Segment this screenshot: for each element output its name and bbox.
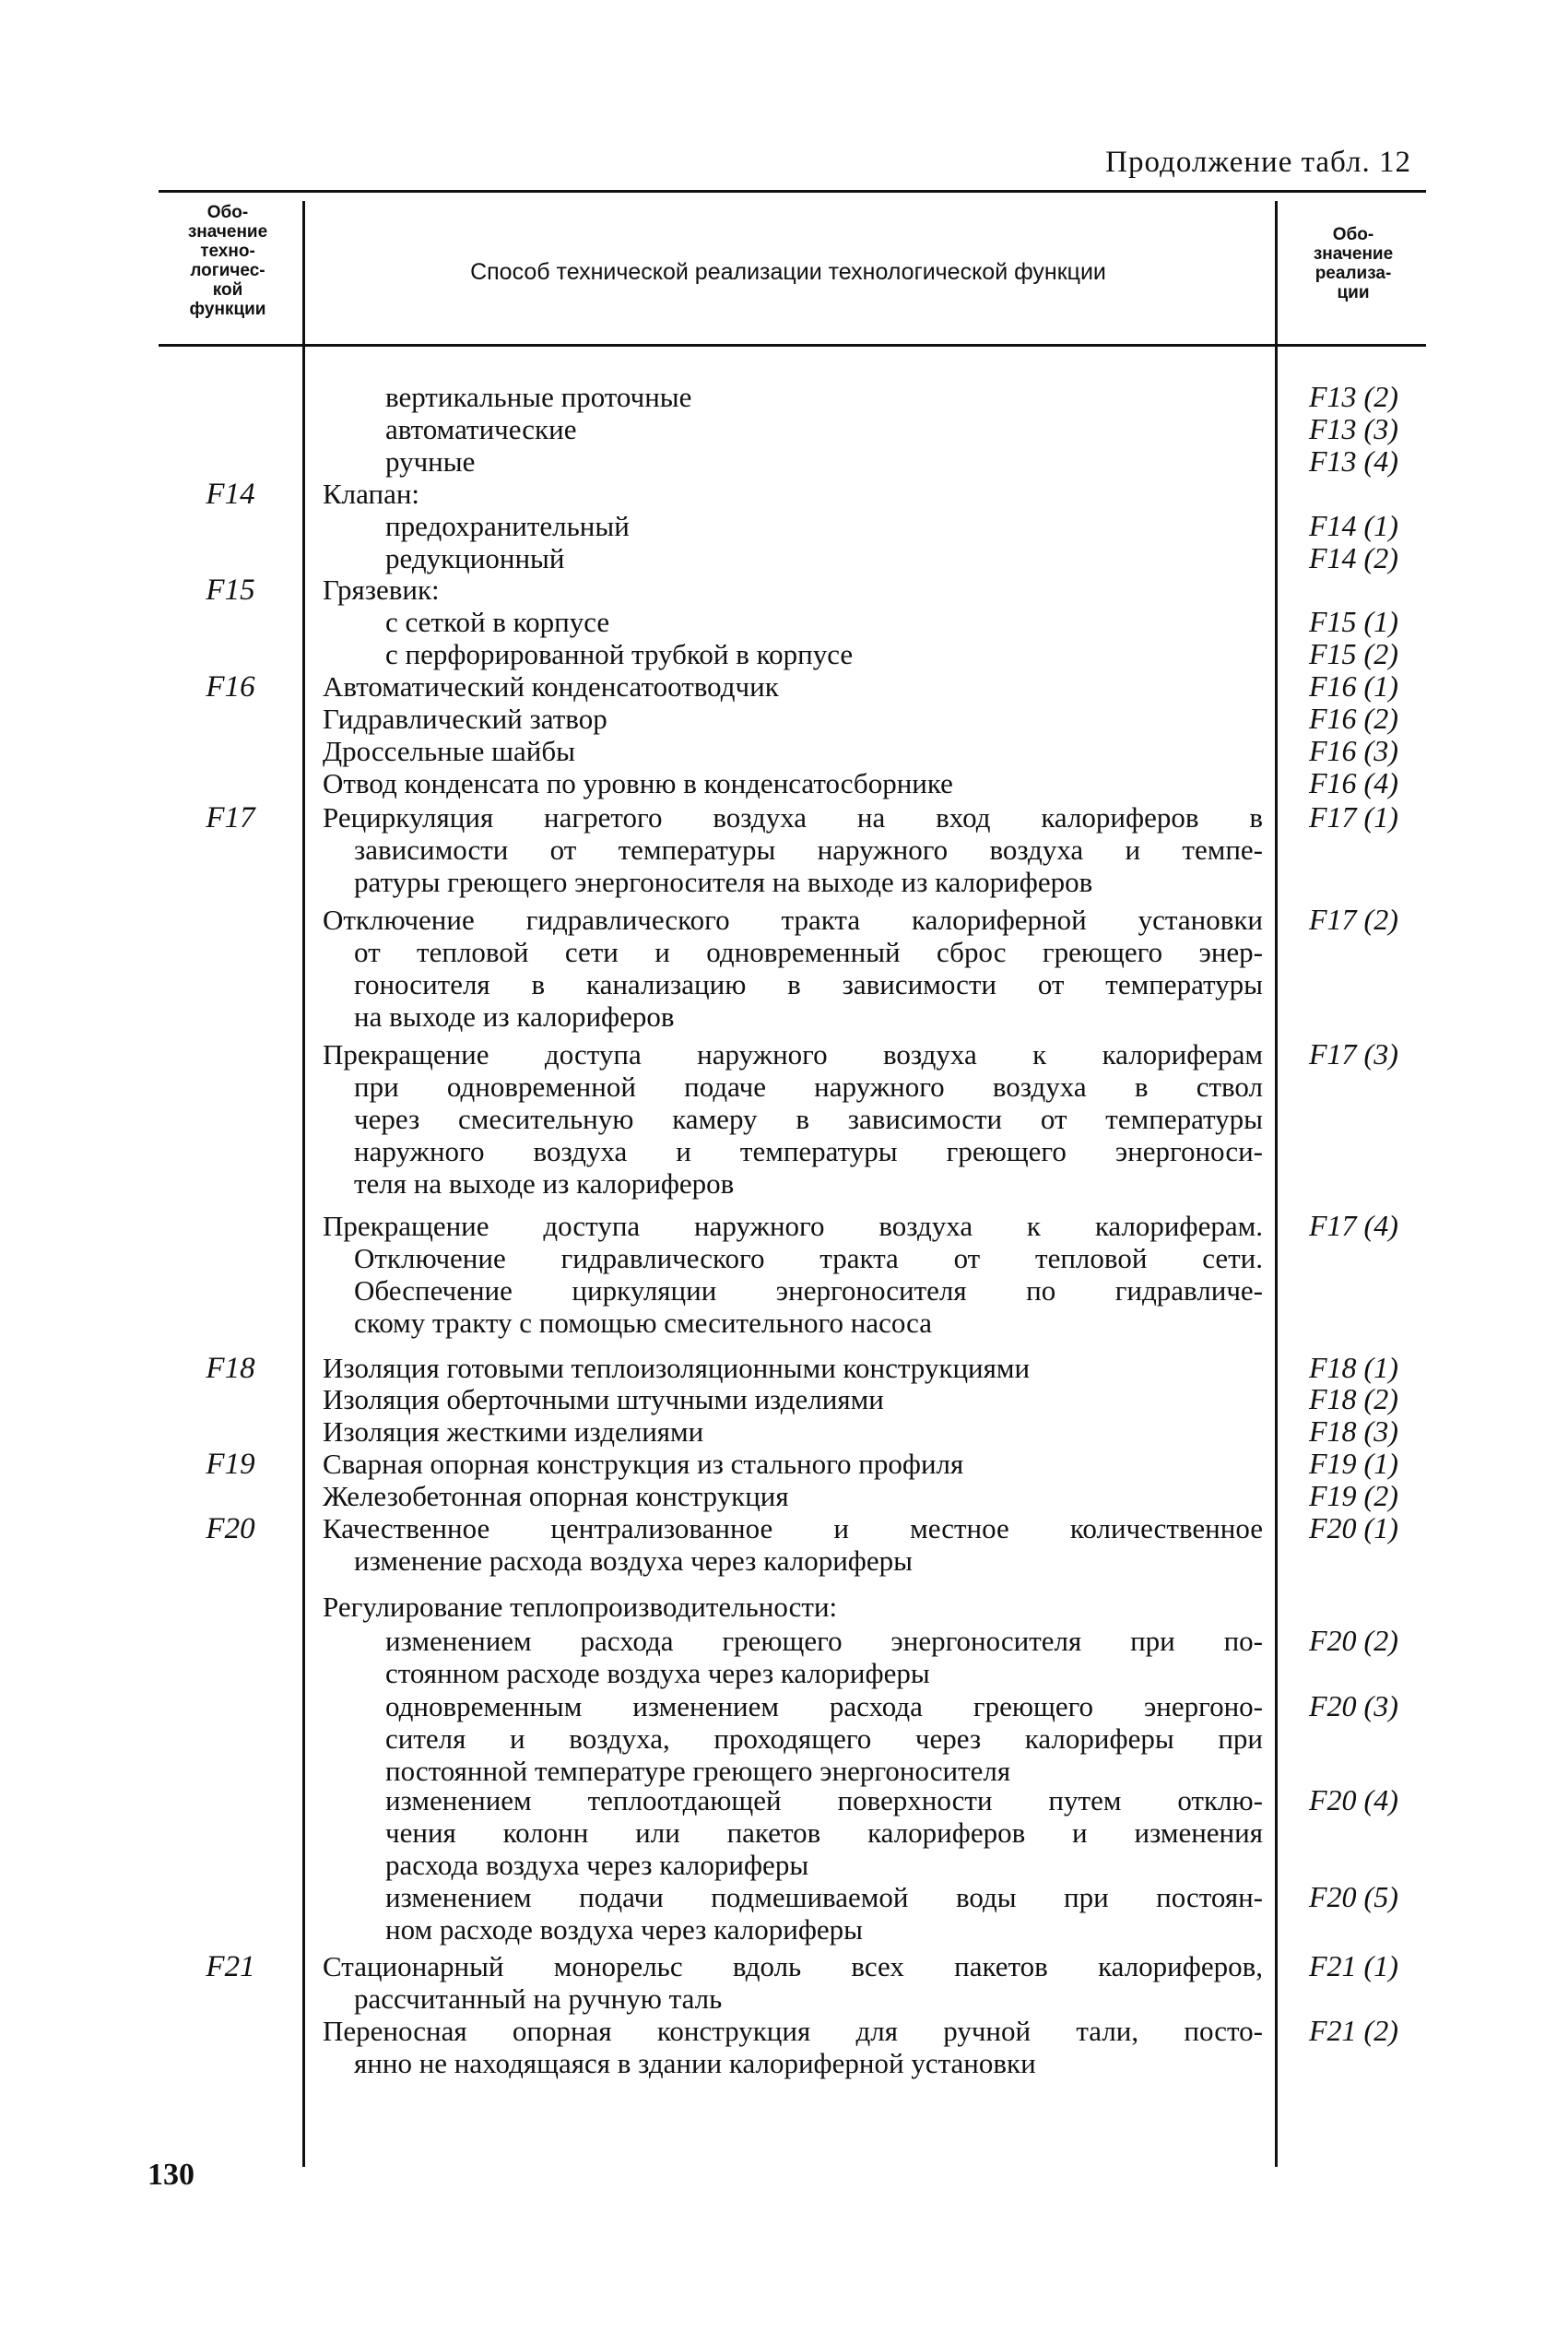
method-description (385, 1690, 1263, 1787)
method-description (323, 1383, 1263, 1415)
description-line: наружного воздуха и температуры греющего энергоноси- (354, 1135, 1263, 1167)
description-line: Стационарный монорельс вдоль всех пакетов калориферов, (323, 1950, 1263, 1982)
function-code: F18 (206, 1352, 255, 1385)
description-line: теля на выходе из калориферов (354, 1167, 735, 1200)
realization-code: F20 (4) (1309, 1783, 1398, 1816)
description-line: вертикальные проточные (385, 381, 692, 413)
description-line: изменением теплоотдающей поверхности путем отклю- (385, 1784, 1263, 1816)
method-description (323, 670, 1263, 703)
method-description (323, 2015, 1263, 2079)
description-line: Качественное централизованное и местное количественное (323, 1512, 1263, 1544)
method-description (323, 1210, 1263, 1339)
description-line: Прекращение доступа наружного воздуха к калориферам. (323, 1210, 1263, 1242)
description-line: стоянном расходе воздуха через калориферы (385, 1657, 930, 1689)
description-line: ручные (385, 445, 476, 478)
realization-code: F14 (2) (1309, 541, 1398, 574)
description-line: рассчитанный на ручную таль (354, 1982, 723, 2015)
description-line: Отключение гидравлического тракта от тепловой сети. (354, 1242, 1263, 1274)
realization-code: F20 (3) (1309, 1689, 1398, 1722)
method-description (385, 638, 1263, 670)
realization-code: F20 (1) (1309, 1511, 1398, 1544)
realization-code: F16 (1) (1309, 669, 1398, 703)
description-line: автоматические (385, 413, 577, 445)
header-bottom-rule (159, 344, 1426, 347)
description-line: гоносителя в канализацию в зависимости от температуры (354, 968, 1263, 1000)
table-caption: Продолжение табл. 12 (1105, 146, 1411, 179)
realization-code: F14 (1) (1309, 509, 1398, 542)
description-line: на выходе из калориферов (354, 1000, 675, 1033)
column-divider-left (302, 201, 305, 2167)
description-line: с сеткой в корпусе (385, 606, 610, 638)
description-line: Сварная опорная конструкция из стального профиля (323, 1448, 964, 1480)
realization-code: F21 (1) (1309, 1949, 1398, 1982)
method-description (385, 1784, 1263, 1881)
realization-code: F20 (2) (1309, 1624, 1398, 1657)
description-line: зависимости от температуры наружного воздуха и темпе- (354, 834, 1263, 866)
description-line: Автоматический конденсатоотводчик (323, 670, 779, 703)
method-description (323, 574, 1263, 606)
realization-code: F18 (2) (1309, 1382, 1398, 1415)
description-line: Железобетонная опорная конструкция (323, 1480, 789, 1512)
function-code: F20 (206, 1512, 255, 1545)
realization-code: F16 (3) (1309, 734, 1398, 767)
method-description (385, 445, 1263, 478)
realization-code: F13 (4) (1309, 444, 1398, 478)
description-line: янно не находящаяся в здании калориферной установки (354, 2047, 1036, 2079)
description-line: изменение расхода воздуха через калориферы (354, 1544, 913, 1577)
description-line: Изоляция жесткими изделиями (323, 1415, 704, 1448)
description-line: ратуры греющего энергоносителя на выходе из калориферов (354, 866, 1093, 898)
realization-code: F18 (3) (1309, 1414, 1398, 1448)
method-description (323, 1512, 1263, 1577)
description-line: Обеспечение циркуляции энергоносителя по гидравличе- (354, 1274, 1263, 1307)
method-description (323, 801, 1263, 898)
method-description (385, 381, 1263, 413)
description-line: расхода воздуха через калориферы (385, 1849, 809, 1881)
function-code: F16 (206, 670, 255, 704)
description-line: постоянной температуре греющего энергоносителя (385, 1755, 1011, 1787)
method-description (323, 1480, 1263, 1512)
realization-code: F19 (2) (1309, 1479, 1398, 1512)
description-line: Прекращение доступа наружного воздуха к калориферам (323, 1038, 1263, 1071)
header-function-code: Обо- значение техно- логичес- кой функции (187, 203, 268, 319)
realization-code: F19 (1) (1309, 1447, 1398, 1480)
method-description (385, 413, 1263, 445)
realization-code: F17 (4) (1309, 1209, 1398, 1242)
column-divider-right (1275, 201, 1278, 2167)
realization-code: F13 (2) (1309, 380, 1398, 413)
method-description (323, 904, 1263, 1033)
description-line: Отвод конденсата по уровню в конденсатосборнике (323, 767, 953, 799)
table-top-rule (159, 190, 1426, 193)
method-description (323, 1448, 1263, 1480)
description-line: Гидравлический затвор (323, 703, 607, 735)
page-number: 130 (147, 2158, 195, 2192)
method-description (323, 1591, 1263, 1623)
realization-code: F16 (2) (1309, 702, 1398, 735)
description-line: Изоляция готовыми теплоизоляционными конструкциями (323, 1352, 1031, 1384)
method-description (323, 703, 1263, 735)
function-code: F21 (206, 1950, 255, 1983)
realization-code: F20 (5) (1309, 1880, 1398, 1913)
method-description (323, 767, 1263, 799)
method-description (385, 606, 1263, 638)
description-line: с перфорированной трубкой в корпусе (385, 638, 854, 670)
description-line: одновременным изменением расхода греющего энергоно- (385, 1690, 1263, 1722)
method-description (385, 542, 1263, 574)
realization-code: F17 (3) (1309, 1037, 1398, 1071)
description-line: Переносная опорная конструкция для ручной тали, посто- (323, 2015, 1263, 2047)
realization-code: F13 (3) (1309, 412, 1398, 445)
method-description (385, 1881, 1263, 1946)
method-description (323, 1950, 1263, 2015)
description-line: скому тракту с помощью смесительного насоса (354, 1307, 933, 1339)
realization-code: F16 (4) (1309, 766, 1398, 799)
description-line: предохранительный (385, 510, 630, 542)
description-line: редукционный (385, 542, 565, 574)
realization-code: F17 (2) (1309, 903, 1398, 936)
description-line: при одновременной подаче наружного воздуха в ствол (354, 1071, 1263, 1103)
method-description (323, 1038, 1263, 1200)
method-description (323, 1352, 1263, 1384)
realization-code: F15 (2) (1309, 637, 1398, 670)
function-code: F15 (206, 574, 255, 607)
description-line: Регулирование теплопроизводительности: (323, 1591, 838, 1623)
function-code: F14 (206, 478, 255, 511)
method-description (385, 510, 1263, 542)
header-method: Способ технической реализации технологической функции (470, 259, 1106, 285)
description-line: изменением расхода греющего энергоносителя при по- (385, 1625, 1263, 1657)
method-description (323, 735, 1263, 767)
description-line: Отключение гидравлического тракта калориферной установки (323, 904, 1263, 936)
description-line: Изоляция оберточными штучными изделиями (323, 1383, 884, 1415)
header-realization-code: Обо- значение реализа- ции (1313, 225, 1394, 302)
description-line: ном расходе воздуха через калориферы (385, 1913, 864, 1946)
function-code: F17 (206, 801, 255, 834)
realization-code: F15 (1) (1309, 605, 1398, 638)
method-description (323, 1415, 1263, 1448)
function-code: F19 (206, 1448, 255, 1481)
description-line: изменением подачи подмешиваемой воды при постоян- (385, 1881, 1263, 1913)
realization-code: F17 (1) (1309, 800, 1398, 834)
description-line: чения колонн или пакетов калориферов и изменения (385, 1816, 1263, 1849)
method-description (385, 1625, 1263, 1689)
description-line: Грязевик: (323, 574, 440, 606)
description-line: от тепловой сети и одновременный сброс греющего энер- (354, 936, 1263, 968)
description-line: сителя и воздуха, проходящего через калориферы при (385, 1722, 1263, 1755)
realization-code: F21 (2) (1309, 2014, 1398, 2047)
description-line: Дроссельные шайбы (323, 735, 575, 767)
description-line: Рециркуляция нагретого воздуха на вход калориферов в (323, 801, 1263, 834)
description-line: через смесительную камеру в зависимости от температуры (354, 1103, 1263, 1135)
realization-code: F18 (1) (1309, 1351, 1398, 1384)
description-line: Клапан: (323, 478, 420, 510)
method-description (323, 478, 1263, 510)
